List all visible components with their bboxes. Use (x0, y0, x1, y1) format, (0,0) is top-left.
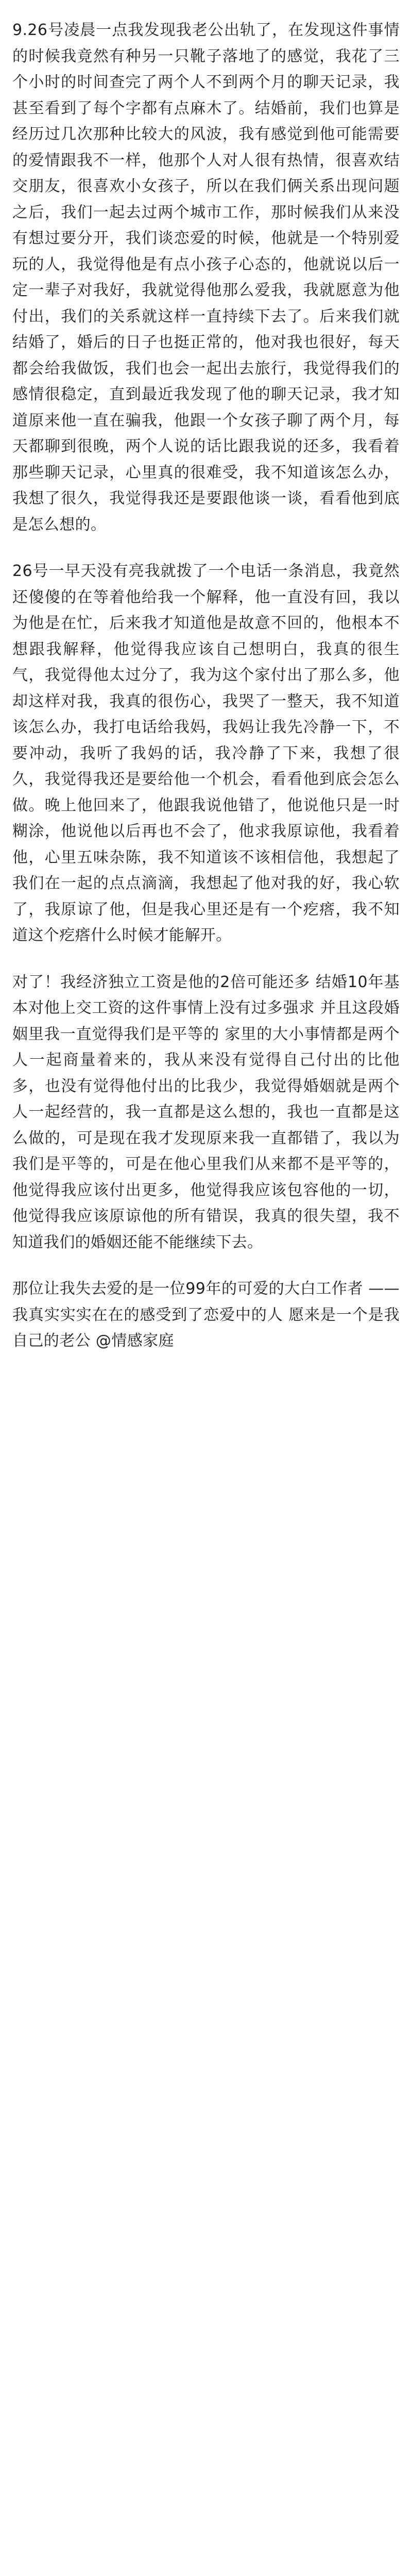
article-paragraph-4: 那位让我失去爱的是一位99年的可爱的大白工作者 ——我真实实实在在的感受到了恋爱中的人 愿来是一个是我自己的老公 @情感家庭 (12, 1280, 400, 1350)
paragraph-gap (12, 949, 400, 970)
article-paragraph-2: 26号一早天没有亮我就拨了一个电话一条消息，我竟然还傻傻的在等着他给我一个解释，他一直没有回，我以为他是在忙，后来我才知道他是故意不回的，他根本不想跟我解释，他觉得我应该自己想明白，我真的很生气，我觉得他太过分了，我为这个家付出了那么多，他却这样对我，我真的很伤心，我哭了一整天，我不知道该怎么办，我打电话给我妈，我妈让我先冷静一下，不要冲动，我听了我妈的话，我冷静了下来，我想了很久，我觉得我还是要给他一个机会，看看他到底会怎么做。晚上他回来了，他跟我说他错了，他说他只是一时糊涂，他说他以后再也不会了，他求我原谅他，我看着他，心里五味杂陈，我不知道该不该相信他，我想起了我们在一起的点点滴滴，我想起了他对我的好，我心软了，我原谅了他，但是我心里还是有一个疙瘩，我不知道这个疙瘩什么时候才能解开。 (12, 562, 400, 944)
paragraph-gap (12, 538, 400, 558)
article-paragraph-1: 9.26号凌晨一点我发现我老公出轨了，在发现这件事情的时候我竟然有种另一只靴子落地了的感觉，我花了三个小时的时间查完了两个人不到两个月的聊天记录，我甚至看到了每个字都有点麻木了。结婚前，我们也算是经历过几次那种比较大的风波，我有感觉到他可能需要的爱情跟我不一样，他那个人对人很有热情，很喜欢结交朋友，很喜欢小女孩子，所以在我们俩关系出现问题之后，我们一起去过两个城市工作，那时候我们从来没有想过要分开，我们谈恋爱的时候，他就是一个特别爱玩的人，我觉得他是有点小孩子心态的，他就说以后一定一辈子对我好，我就觉得他那么爱我，我就愿意为他付出，我们的关系就这样一直持续下去了。后来我们就结婚了，婚后的日子也挺正常的，他对我也很好，每天都会给我做饭，我们也会一起出去旅行，我觉得我们的感情很稳定，直到最近我发现了他的聊天记录，我才知道原来他一直在骗我，他跟一个女孩子聊了两个月，每天都聊到很晚，两个人说的话比跟我说的还多，我看着那些聊天记录，心里真的很难受，我不知道该怎么办，我想了很久，我觉得我还是要跟他谈一谈，看看他到底是怎么想的。 (12, 21, 400, 534)
article-paragraph-3: 对了！我经济独立工资是他的2倍可能还多 结婚10年基本对他上交工资的这件事情上没有过多强求 并且这段婚姻里我一直觉得我们是平等的 家里的大小事情都是两个人一起商量着来的，我从来没有觉得自己付出的比他多，也没有觉得他付出的比我少，我觉得婚姻就是两个人一起经营的，我一直都是这么想的，我也一直都是这么做的，可是现在我才发现原来我一直都错了，我以为我们是平等的，可是在他心里我们从来都不是平等的，他觉得我应该付出更多，他觉得我应该包容他的一切，他觉得我应该原谅他的所有错误，我真的很失望，我不知道我们的婚姻还能不能继续下去。 (12, 973, 400, 1251)
paragraph-gap (12, 1256, 400, 1276)
